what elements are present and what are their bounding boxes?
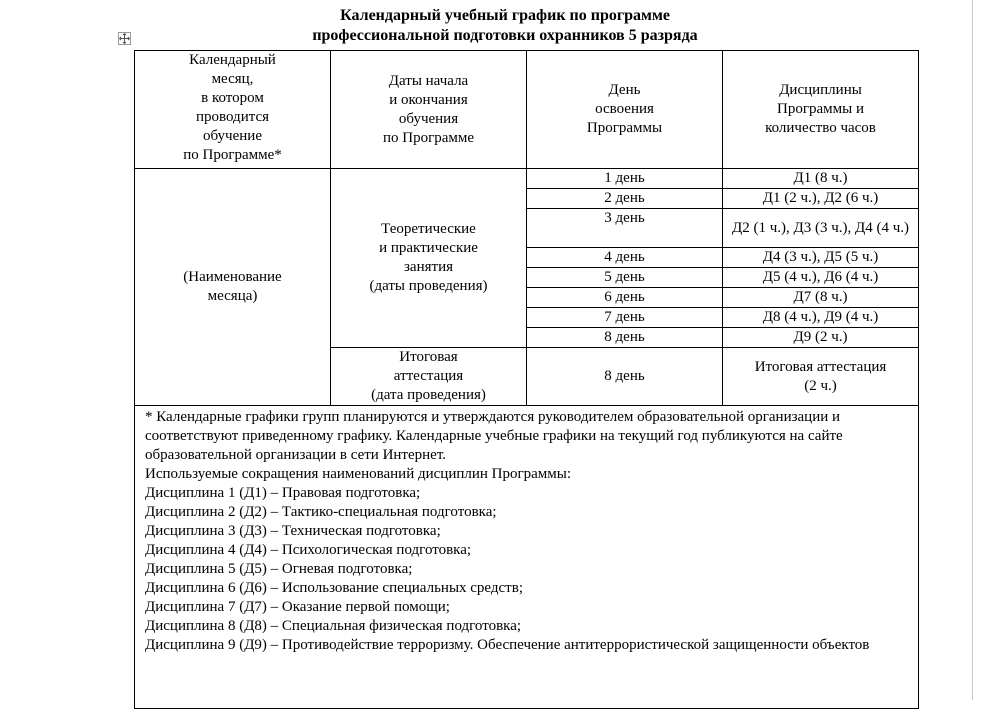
day-cell: 8 день xyxy=(527,328,723,348)
page-edge xyxy=(972,0,973,700)
day-cell: 3 день xyxy=(527,209,723,248)
disciplines-cell: Д1 (8 ч.) xyxy=(723,169,919,189)
table-move-handle-icon[interactable] xyxy=(118,32,131,45)
header-month: Календарный месяц, в котором проводится обучение по Программе* xyxy=(135,51,331,169)
header-dates: Даты начала и окончания обучения по Программе xyxy=(331,51,527,169)
day-cell: 6 день xyxy=(527,288,723,308)
disciplines-cell: Д9 (2 ч.) xyxy=(723,328,919,348)
footnote-text: * Календарные графики групп планируются и утверждаются руководителем образовательной организации и соответствуют приведенному графику. Календарные учебные графики на текущий год публикуются на сайте образовательной организации в сети Интернет. xyxy=(145,409,843,463)
day-cell: 2 день xyxy=(527,189,723,209)
disciplines-cell: Д7 (8 ч.) xyxy=(723,288,919,308)
day-cell: 4 день xyxy=(527,248,723,268)
month-cell: (Наименование месяца) xyxy=(135,169,331,406)
discipline-legend-item: Дисциплина 3 (Д3) – Техническая подготовка; xyxy=(145,523,441,539)
disciplines-cell: Д8 (4 ч.), Д9 (4 ч.) xyxy=(723,308,919,328)
discipline-legend-item: Дисциплина 1 (Д1) – Правовая подготовка; xyxy=(145,485,421,501)
discipline-legend-item: Дисциплина 9 (Д9) – Противодействие терроризму. Обеспечение антитеррористической защищенности объектов xyxy=(145,637,870,653)
day-cell: 5 день xyxy=(527,268,723,288)
header-day: День освоения Программы xyxy=(527,51,723,169)
header-disciplines: Дисциплины Программы и количество часов xyxy=(723,51,919,169)
discipline-legend-item: Дисциплина 7 (Д7) – Оказание первой помощи; xyxy=(145,599,450,615)
notes-row xyxy=(135,406,919,709)
day-cell: 1 день xyxy=(527,169,723,189)
discipline-legend-item: Дисциплина 6 (Д6) – Использование специальных средств; xyxy=(145,580,523,596)
final-attestation-label: Итоговая аттестация (дата проведения) xyxy=(331,348,527,406)
final-disciplines-cell: Итоговая аттестация (2 ч.) xyxy=(723,348,919,406)
header-row xyxy=(135,51,919,169)
discipline-legend-item: Дисциплина 4 (Д4) – Психологическая подготовка; xyxy=(145,542,472,558)
abbreviations-heading: Используемые сокращения наименований дисциплин Программы: xyxy=(145,466,572,482)
schedule-table xyxy=(134,50,919,709)
title-line-1: Календарный учебный график по программе xyxy=(340,7,670,24)
document-title xyxy=(180,6,830,46)
final-day-cell: 8 день xyxy=(527,348,723,406)
disciplines-cell: Д4 (3 ч.), Д5 (5 ч.) xyxy=(723,248,919,268)
theory-cell: Теоретические и практические занятия (даты проведения) xyxy=(331,169,527,348)
disciplines-cell: Д2 (1 ч.), Д3 (3 ч.), Д4 (4 ч.) xyxy=(723,209,919,248)
notes-cell xyxy=(135,406,919,709)
disciplines-cell: Д5 (4 ч.), Д6 (4 ч.) xyxy=(723,268,919,288)
discipline-legend-item: Дисциплина 2 (Д2) – Тактико-специальная подготовка; xyxy=(145,504,497,520)
discipline-legend-item: Дисциплина 5 (Д5) – Огневая подготовка; xyxy=(145,561,413,577)
title-line-2: профессиональной подготовки охранников 5 разряда xyxy=(312,27,698,44)
disciplines-cell: Д1 (2 ч.), Д2 (6 ч.) xyxy=(723,189,919,209)
table-row xyxy=(135,169,919,189)
day-cell: 7 день xyxy=(527,308,723,328)
discipline-legend-item: Дисциплина 8 (Д8) – Специальная физическая подготовка; xyxy=(145,618,522,634)
